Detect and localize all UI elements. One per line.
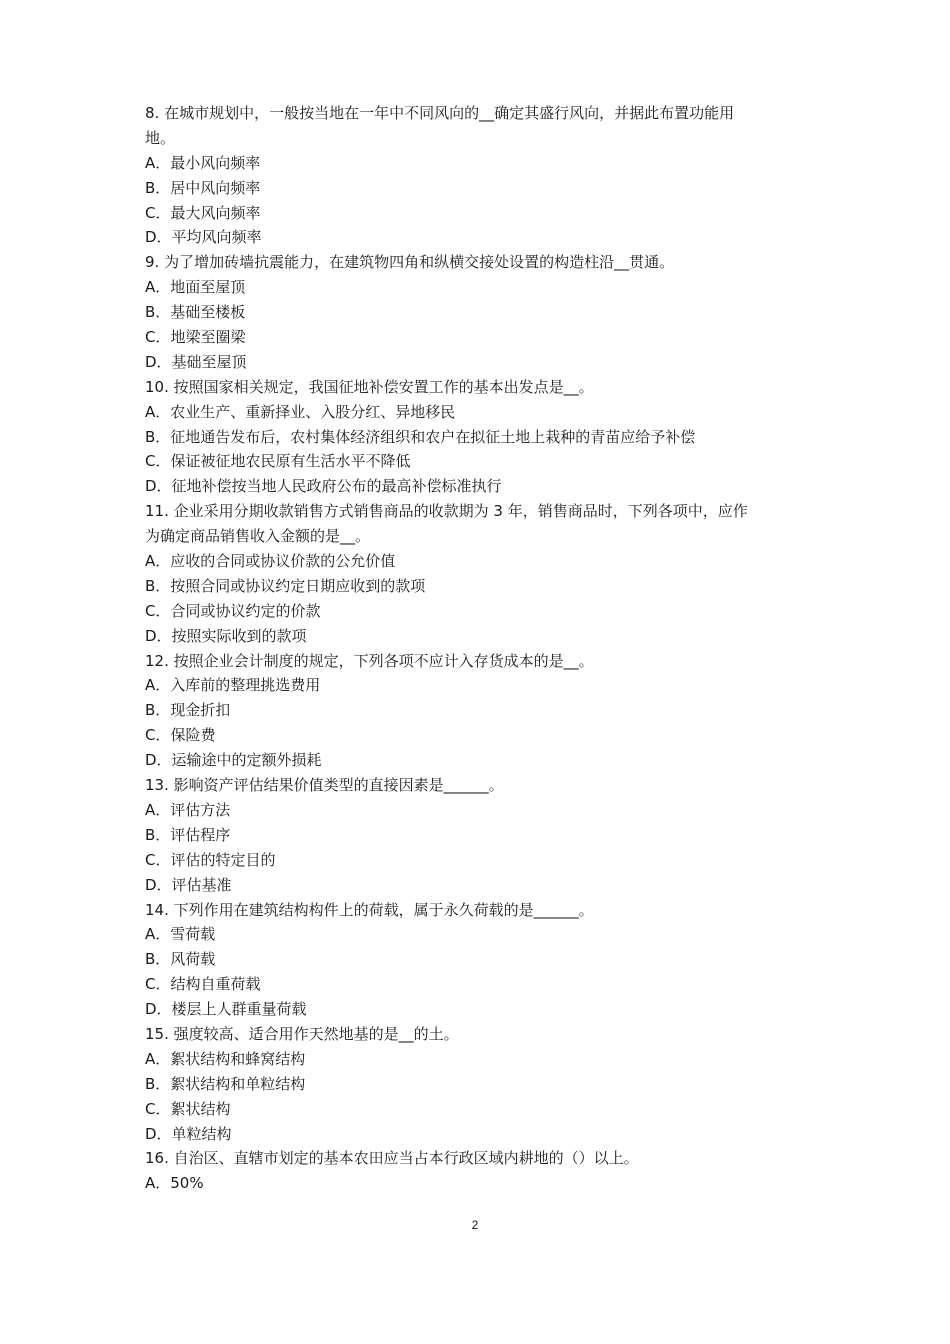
question-list (145, 101, 817, 1196)
option-b: B．征地通告发布后，农村集体经济组织和农户在拟征土地上栽种的青苗应给予补偿 (145, 427, 696, 446)
option-a: A．应收的合同或协议价款的公允价值 (145, 552, 396, 571)
question-16 (145, 1146, 817, 1196)
option-c: C．最大风向频率 (145, 203, 261, 222)
option-c: C．结构自重荷载 (145, 975, 261, 994)
question-10 (145, 375, 817, 499)
option-d: D．平均风向频率 (145, 228, 262, 247)
question-9 (145, 250, 817, 374)
question-13 (145, 773, 817, 897)
option-b: B．按照合同或协议约定日期应收到的款项 (145, 576, 426, 595)
option-d: D．单粒结构 (145, 1124, 232, 1143)
question-14 (145, 898, 817, 1022)
option-a: A．入库前的整理挑选费用 (145, 676, 321, 695)
option-b: B．絮状结构和单粒结构 (145, 1074, 306, 1093)
option-a: A．最小风向频率 (145, 153, 261, 172)
option-b: B．居中风向频率 (145, 178, 261, 197)
option-c: C．保证被征地农民原有生活水平不降低 (145, 452, 411, 471)
question-stem-line: 11. 企业采用分期收款销售方式销售商品的收款期为 3 年，销售商品时，下列各项中，应作 (145, 502, 748, 521)
question-stem: 16. 自治区、直辖市划定的基本农田应当占本行政区域内耕地的（）以上。 (145, 1149, 639, 1168)
option-b: B．评估程序 (145, 825, 231, 844)
option-a: A．地面至屋顶 (145, 278, 246, 297)
option-b: B．现金折扣 (145, 701, 231, 720)
option-d: D．评估基准 (145, 875, 232, 894)
question-stem: 15. 强度较高、适合用作天然地基的是__的土。 (145, 1024, 459, 1043)
option-d: D．征地补偿按当地人民政府公布的最高补偿标准执行 (145, 477, 502, 496)
question-stem: 12. 按照企业会计制度的规定，下列各项不应计入存货成本的是__。 (145, 651, 594, 670)
question-15 (145, 1022, 817, 1146)
option-c: C．地梁至圈梁 (145, 328, 246, 347)
option-a: A．50% (145, 1174, 204, 1193)
option-a: A．雪荷载 (145, 925, 216, 944)
question-11 (145, 499, 817, 648)
question-stem: 9. 为了增加砖墙抗震能力，在建筑物四角和纵横交接处设置的构造柱沿__贯通。 (145, 253, 675, 272)
option-a: A．絮状结构和蜂窝结构 (145, 1049, 306, 1068)
question-stem-line: 地。 (145, 128, 176, 147)
option-b: B．基础至楼板 (145, 303, 246, 322)
question-stem: 10. 按照国家相关规定，我国征地补偿安置工作的基本出发点是__。 (145, 377, 594, 396)
page-number: 2 (471, 1218, 479, 1232)
question-stem: 14. 下列作用在建筑结构构件上的荷载，属于永久荷载的是______。 (145, 900, 594, 919)
option-c: C．保险费 (145, 726, 216, 745)
option-d: D．楼层上人群重量荷载 (145, 1000, 307, 1019)
option-d: D．按照实际收到的款项 (145, 626, 307, 645)
option-a: A．农业生产、重新择业、入股分红、异地移民 (145, 402, 456, 421)
question-stem-line: 为确定商品销售收入金额的是__。 (145, 527, 371, 546)
option-d: D．基础至屋顶 (145, 352, 247, 371)
option-c: C．合同或协议约定的价款 (145, 601, 321, 620)
question-stem: 13. 影响资产评估结果价值类型的直接因素是______。 (145, 776, 504, 795)
option-d: D．运输途中的定额外损耗 (145, 751, 322, 770)
question-12 (145, 649, 817, 773)
option-a: A．评估方法 (145, 800, 231, 819)
option-c: C．絮状结构 (145, 1099, 231, 1118)
option-b: B．风荷载 (145, 950, 216, 969)
question-8 (145, 101, 817, 250)
option-c: C．评估的特定目的 (145, 850, 276, 869)
question-stem-line: 8. 在城市规划中，一般按当地在一年中不同风向的__确定其盛行风向，并据此布置功能用 (145, 104, 735, 122)
